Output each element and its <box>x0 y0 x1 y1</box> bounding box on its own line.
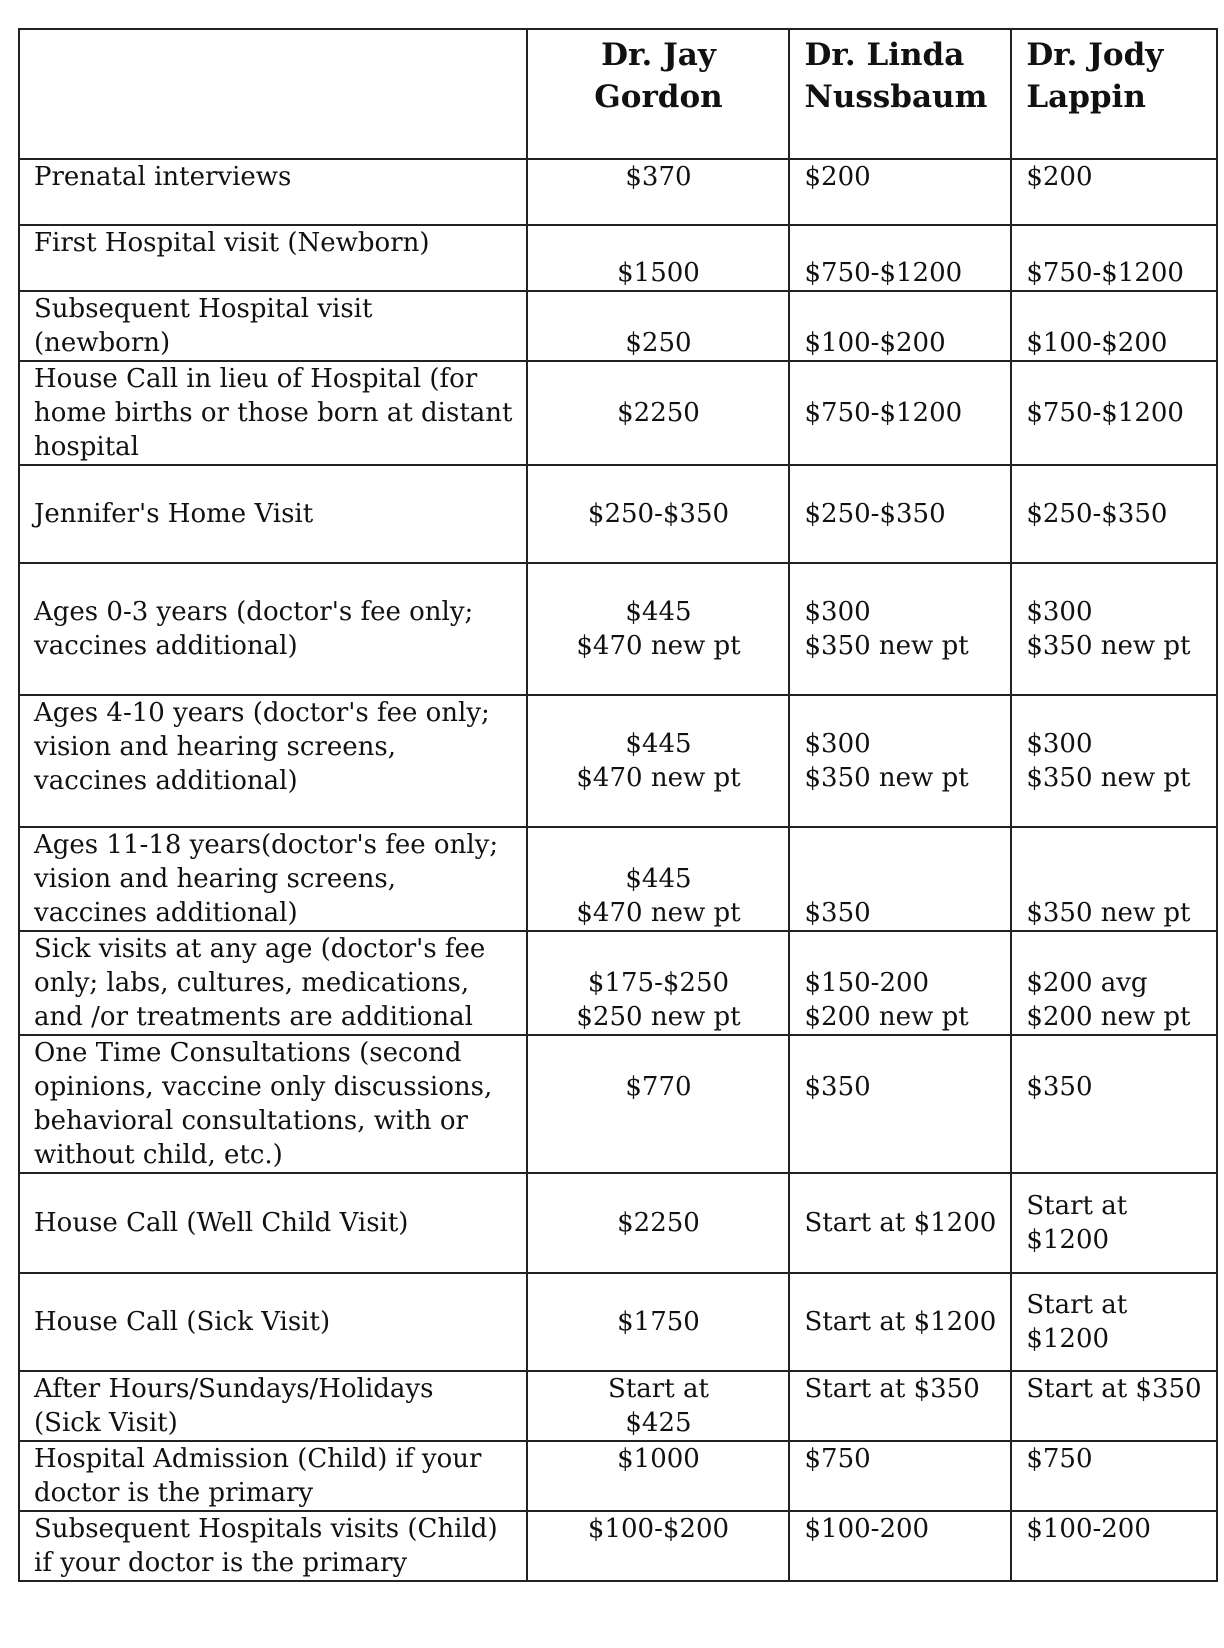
price-text-line: $750 <box>1026 1444 1093 1474</box>
service-text-line: Ages 4-10 years (doctor's fee only; <box>34 698 490 728</box>
service-text-line: vision and hearing screens, <box>34 864 396 894</box>
gordon-price-cell <box>527 361 789 465</box>
gordon-price-cell <box>527 1273 789 1371</box>
price-text-line: $300 <box>1026 729 1093 759</box>
service-text-line: Subsequent Hospital visit <box>34 294 373 324</box>
service-text-line: vaccines additional) <box>34 898 298 928</box>
price-text-line: $1200 <box>1026 1225 1110 1255</box>
price-text-line: $200 avg <box>1026 968 1148 998</box>
price-text-line: Start at <box>608 1374 709 1404</box>
price-text-line: Start at $1200 <box>804 1208 997 1238</box>
nussbaum-price-cell <box>789 1173 1011 1273</box>
price-text-line: $250-$350 <box>804 499 946 529</box>
header-dr-jody-lappin <box>1011 29 1216 159</box>
price-text-line: $425 <box>625 1408 692 1438</box>
service-cell <box>19 695 527 827</box>
service-cell <box>19 563 527 695</box>
service-text-line: Prenatal interviews <box>34 162 292 192</box>
service-text-line: Subsequent Hospitals visits (Child) <box>34 1514 498 1544</box>
price-text-line: $350 <box>804 898 871 928</box>
fee-comparison-table <box>18 28 1218 1582</box>
header-line: Dr. Jay <box>601 37 716 73</box>
gordon-price-cell <box>527 1441 789 1511</box>
price-text-line: $1200 <box>1026 1324 1110 1354</box>
price-text-line: $1000 <box>617 1444 700 1474</box>
service-text-line: (Sick Visit) <box>34 1408 178 1438</box>
gordon-price-cell <box>527 291 789 361</box>
service-text-line: and /or treatments are additional <box>34 1002 473 1032</box>
lappin-price-cell <box>1011 361 1216 465</box>
header-dr-jay-gordon <box>527 29 789 159</box>
price-text-line: Start at $350 <box>1026 1374 1202 1404</box>
header-row <box>19 29 1217 159</box>
lappin-price-cell <box>1011 827 1216 931</box>
nussbaum-price-cell <box>789 695 1011 827</box>
price-text-line: $750-$1200 <box>1026 258 1184 288</box>
header-line: Lappin <box>1026 79 1146 115</box>
nussbaum-price-cell <box>789 1441 1011 1511</box>
lappin-price-cell <box>1011 1035 1216 1173</box>
table-header <box>19 29 1217 159</box>
price-text-line: $300 <box>804 729 871 759</box>
gordon-price-cell <box>527 931 789 1035</box>
service-text-line: After Hours/Sundays/Holidays <box>34 1374 434 1404</box>
table-row <box>19 1371 1217 1441</box>
price-text-line: $350 new pt <box>804 631 969 661</box>
price-text-line: Start at $1200 <box>804 1307 997 1337</box>
table-row <box>19 1173 1217 1273</box>
table-row <box>19 1035 1217 1173</box>
table-row <box>19 361 1217 465</box>
service-cell <box>19 1173 527 1273</box>
service-text-line: if your doctor is the primary <box>34 1548 408 1578</box>
gordon-price-cell <box>527 695 789 827</box>
gordon-price-cell <box>527 465 789 563</box>
price-text-line: $1500 <box>617 258 700 288</box>
service-text-line: Jennifer's Home Visit <box>34 499 314 529</box>
price-text-line: $100-$200 <box>1026 328 1168 358</box>
price-text-line: $300 <box>804 597 871 627</box>
table-row <box>19 465 1217 563</box>
price-text-line: $470 new pt <box>576 631 741 661</box>
table-row <box>19 931 1217 1035</box>
nussbaum-price-cell <box>789 931 1011 1035</box>
service-text-line: One Time Consultations (second <box>34 1038 462 1068</box>
service-text-line: House Call in lieu of Hospital (for <box>34 364 478 394</box>
service-cell <box>19 361 527 465</box>
lappin-price-cell <box>1011 1511 1216 1581</box>
service-text-line: Hospital Admission (Child) if your <box>34 1444 482 1474</box>
price-text-line: $350 new pt <box>1026 898 1191 928</box>
table-row <box>19 225 1217 291</box>
gordon-price-cell <box>527 827 789 931</box>
service-text-line: House Call (Well Child Visit) <box>34 1208 409 1238</box>
price-text-line: $200 <box>1026 162 1093 192</box>
service-cell <box>19 1273 527 1371</box>
service-text-line: vision and hearing screens, <box>34 732 396 762</box>
service-text-line: only; labs, cultures, medications, <box>34 968 470 998</box>
price-text-line: $100-200 <box>1026 1514 1151 1544</box>
header-line: Nussbaum <box>804 79 988 115</box>
header-line: Dr. Jody <box>1026 37 1164 73</box>
lappin-price-cell <box>1011 1441 1216 1511</box>
table-row <box>19 1511 1217 1581</box>
lappin-price-cell <box>1011 465 1216 563</box>
price-text-line: $470 new pt <box>576 898 741 928</box>
price-text-line: $250 new pt <box>576 1002 741 1032</box>
price-text-line: $370 <box>625 162 692 192</box>
header-line: Dr. Linda <box>804 37 965 73</box>
price-text-line: $1750 <box>617 1307 700 1337</box>
lappin-price-cell <box>1011 1273 1216 1371</box>
gordon-price-cell <box>527 1173 789 1273</box>
price-text-line: $250-$350 <box>1026 499 1168 529</box>
price-text-line: $445 <box>625 864 692 894</box>
nussbaum-price-cell <box>789 827 1011 931</box>
price-text-line: $200 <box>804 162 871 192</box>
service-text-line: doctor is the primary <box>34 1478 314 1508</box>
lappin-price-cell <box>1011 291 1216 361</box>
service-text-line: home births or those born at distant <box>34 398 513 428</box>
service-cell <box>19 1511 527 1581</box>
service-cell <box>19 931 527 1035</box>
price-text-line: $350 <box>1026 1072 1093 1102</box>
lappin-price-cell <box>1011 159 1216 225</box>
nussbaum-price-cell <box>789 1035 1011 1173</box>
price-text-line: Start at $350 <box>804 1374 980 1404</box>
price-text-line: $200 new pt <box>804 1002 969 1032</box>
price-text-line: $250 <box>625 328 692 358</box>
lappin-price-cell <box>1011 1173 1216 1273</box>
price-text-line: $445 <box>625 729 692 759</box>
price-text-line: $2250 <box>617 1208 700 1238</box>
price-text-line: $750-$1200 <box>1026 398 1184 428</box>
nussbaum-price-cell <box>789 361 1011 465</box>
table-body <box>19 159 1217 1581</box>
service-cell <box>19 1035 527 1173</box>
price-text-line: $350 <box>804 1072 871 1102</box>
gordon-price-cell <box>527 563 789 695</box>
price-text-line: $2250 <box>617 398 700 428</box>
header-empty-cell <box>19 29 527 159</box>
gordon-price-cell <box>527 225 789 291</box>
lappin-price-cell <box>1011 225 1216 291</box>
service-text-line: behavioral consultations, with or <box>34 1106 468 1136</box>
service-text-line: opinions, vaccine only discussions, <box>34 1072 493 1102</box>
nussbaum-price-cell <box>789 225 1011 291</box>
price-text-line: $750-$1200 <box>804 258 963 288</box>
price-text-line: $150-200 <box>804 968 930 998</box>
service-text-line: vaccines additional) <box>34 631 298 661</box>
service-cell <box>19 1441 527 1511</box>
service-text-line: Ages 0-3 years (doctor's fee only; <box>34 597 474 627</box>
price-text-line: $470 new pt <box>576 763 741 793</box>
gordon-price-cell <box>527 159 789 225</box>
price-text-line: Start at <box>1026 1290 1128 1320</box>
service-text-line: hospital <box>34 432 139 462</box>
service-text-line: vaccines additional) <box>34 766 298 796</box>
table-row <box>19 159 1217 225</box>
lappin-price-cell <box>1011 695 1216 827</box>
table-row <box>19 1441 1217 1511</box>
price-text-line: $350 new pt <box>1026 631 1191 661</box>
service-text-line: (newborn) <box>34 328 171 358</box>
nussbaum-price-cell <box>789 1371 1011 1441</box>
nussbaum-price-cell <box>789 1273 1011 1371</box>
price-text-line: $100-$200 <box>804 328 946 358</box>
price-text-line: Start at <box>1026 1191 1128 1221</box>
service-text-line: Sick visits at any age (doctor's fee <box>34 934 486 964</box>
service-cell <box>19 465 527 563</box>
header-line: Gordon <box>594 79 723 115</box>
price-text-line: $300 <box>1026 597 1093 627</box>
price-text-line: $445 <box>625 597 692 627</box>
price-text-line: $200 new pt <box>1026 1002 1191 1032</box>
gordon-price-cell <box>527 1371 789 1441</box>
gordon-price-cell <box>527 1511 789 1581</box>
price-text-line: $350 new pt <box>804 763 969 793</box>
table-row <box>19 827 1217 931</box>
lappin-price-cell <box>1011 563 1216 695</box>
service-text-line: without child, etc.) <box>34 1140 283 1170</box>
table-row <box>19 563 1217 695</box>
lappin-price-cell <box>1011 931 1216 1035</box>
price-text-line: $250-$350 <box>587 499 730 529</box>
table-row <box>19 1273 1217 1371</box>
service-cell <box>19 225 527 291</box>
price-text-line: $100-200 <box>804 1514 930 1544</box>
price-text-line: $175-$250 <box>587 968 730 998</box>
nussbaum-price-cell <box>789 1511 1011 1581</box>
service-text-line: Ages 11-18 years(doctor's fee only; <box>34 830 499 860</box>
header-dr-linda-nussbaum <box>789 29 1011 159</box>
table-row <box>19 291 1217 361</box>
service-text-line: First Hospital visit (Newborn) <box>34 228 430 258</box>
price-text-line: $750-$1200 <box>804 398 963 428</box>
service-text-line: House Call (Sick Visit) <box>34 1307 331 1337</box>
nussbaum-price-cell <box>789 159 1011 225</box>
nussbaum-price-cell <box>789 291 1011 361</box>
price-text-line: $750 <box>804 1444 871 1474</box>
price-text-line: $350 new pt <box>1026 763 1191 793</box>
table-row <box>19 695 1217 827</box>
service-cell <box>19 1371 527 1441</box>
price-text-line: $770 <box>625 1072 692 1102</box>
service-cell <box>19 827 527 931</box>
gordon-price-cell <box>527 1035 789 1173</box>
service-cell <box>19 159 527 225</box>
nussbaum-price-cell <box>789 465 1011 563</box>
price-text-line: $100-$200 <box>587 1514 730 1544</box>
nussbaum-price-cell <box>789 563 1011 695</box>
lappin-price-cell <box>1011 1371 1216 1441</box>
service-cell <box>19 291 527 361</box>
